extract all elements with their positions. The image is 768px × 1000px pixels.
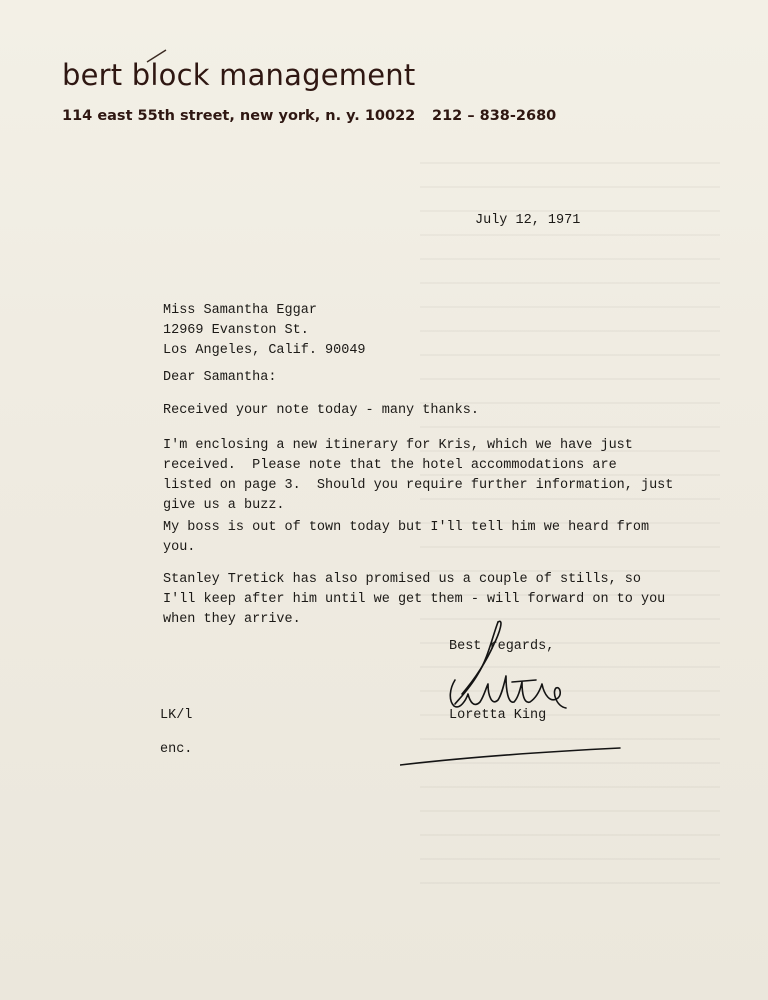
paragraph-line: listed on page 3. Should you require further information, just: [163, 478, 674, 493]
paragraph-line: give us a buzz.: [163, 498, 285, 513]
body-paragraph-3: [163, 518, 649, 558]
body-paragraph-1: [163, 401, 479, 421]
reference-initials: LK/l: [160, 708, 193, 723]
paragraph-line: you.: [163, 540, 196, 555]
enclosure-notation: enc.: [160, 742, 193, 757]
paragraph-line: Received your note today - many thanks.: [163, 403, 479, 418]
letterhead-company-name: bert block management: [62, 58, 416, 92]
pen-stroke-mark: [146, 48, 168, 64]
recipient-city: Los Angeles, Calif. 90049: [163, 343, 366, 358]
paragraph-line: when they arrive.: [163, 612, 301, 627]
recipient-street: 12969 Evanston St.: [163, 323, 309, 338]
salutation: Dear Samantha:: [163, 370, 277, 385]
letter-date: July 12, 1971: [475, 213, 581, 228]
handwritten-signature: [400, 610, 640, 770]
recipient-name: Miss Samantha Eggar: [163, 303, 317, 318]
paragraph-line: I'm enclosing a new itinerary for Kris, which we have just: [163, 438, 633, 453]
paragraph-line: received. Please note that the hotel accommodations are: [163, 458, 617, 473]
paragraph-line: Stanley Tretick has also promised us a couple of stills, so: [163, 572, 641, 587]
paragraph-line: My boss is out of town today but I'll tell him we heard from: [163, 520, 650, 535]
letterhead-phone: 212 – 838-2680: [432, 108, 557, 124]
body-paragraph-2: [163, 436, 673, 516]
paragraph-line: I'll keep after him until we get them - will forward on to you: [163, 592, 666, 607]
closing: Best regards,: [449, 639, 555, 654]
recipient-address-block: [163, 301, 366, 361]
letterhead-address: 114 east 55th street, new york, n. y. 10022: [62, 108, 416, 124]
signer-name: Loretta King: [449, 708, 547, 723]
